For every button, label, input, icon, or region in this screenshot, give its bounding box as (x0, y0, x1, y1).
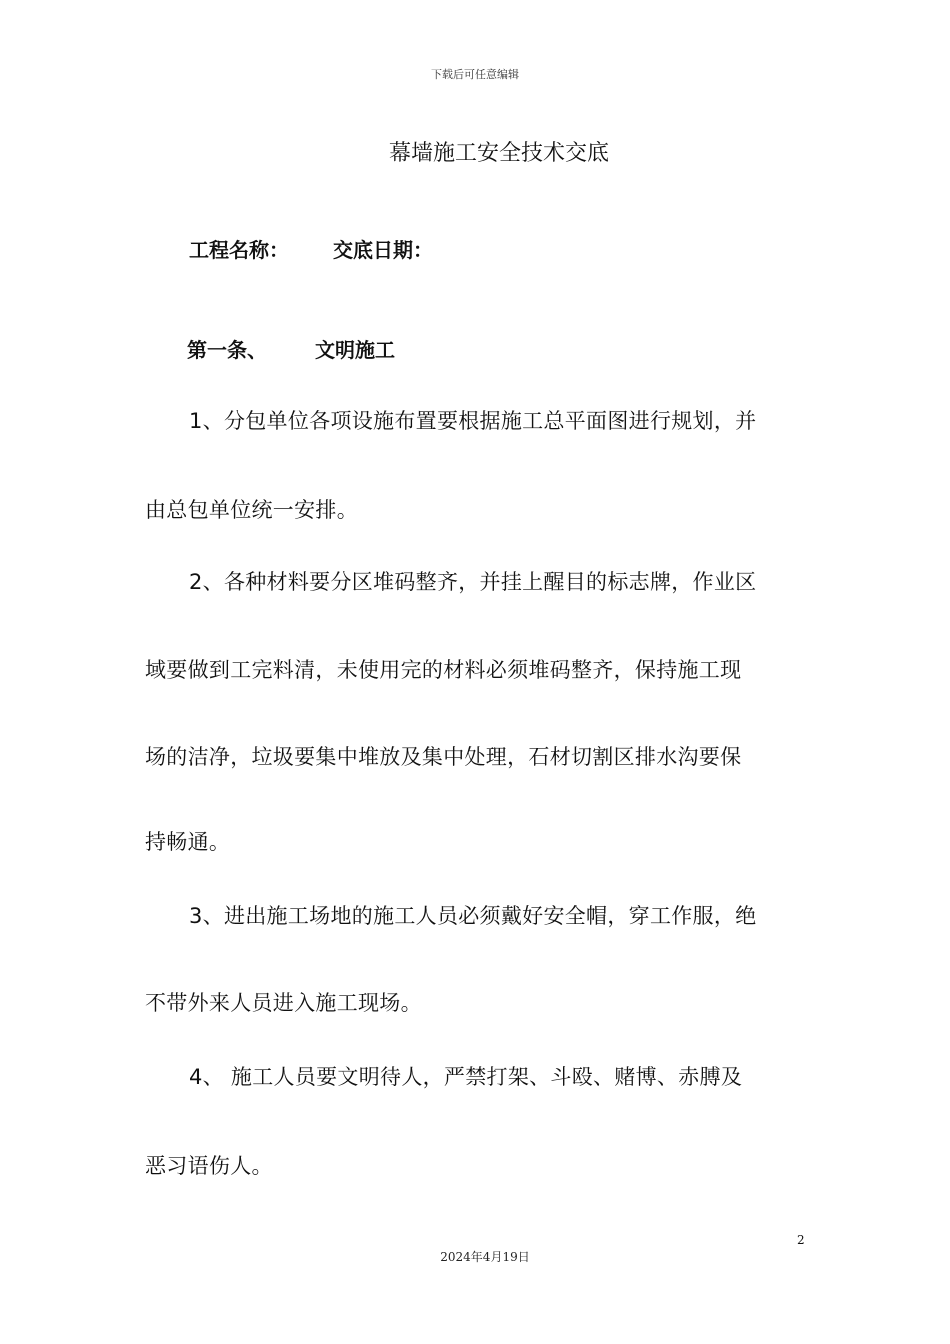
page-number: 2 (797, 1233, 805, 1247)
paragraph-line: 由总包单位统一安排。 (145, 498, 358, 522)
meta-row (189, 234, 433, 263)
project-name-label: 工程名称： (189, 238, 289, 262)
section-number: 第一条、 (187, 338, 267, 362)
section-heading (187, 334, 395, 363)
paragraph-line: 恶习语伤人。 (145, 1154, 273, 1178)
paragraph-line: 不带外来人员进入施工现场。 (145, 991, 422, 1015)
paragraph-line: 3、进出施工场地的施工人员必须戴好安全帽，穿工作服，绝 (189, 904, 757, 928)
header-note: 下载后可任意编辑 (431, 68, 519, 81)
paragraph-line: 2、各种材料要分区堆码整齐，并挂上醒目的标志牌，作业区 (189, 570, 757, 594)
paragraph-line: 持畅通。 (145, 830, 231, 854)
footer-date: 2024年4月19日 (440, 1250, 530, 1264)
document-title: 幕墙施工安全技术交底 (388, 141, 609, 166)
paragraph-line: 场的洁净，垃圾要集中堆放及集中处理，石材切割区排水沟要保 (145, 745, 742, 769)
date-label: 交底日期： (333, 238, 433, 262)
section-name: 文明施工 (315, 338, 395, 362)
paragraph-line: 1、分包单位各项设施布置要根据施工总平面图进行规划，并 (189, 409, 757, 433)
paragraph-line: 域要做到工完料清，未使用完的材料必须堆码整齐，保持施工现 (145, 658, 742, 682)
paragraph-line: 4、 施工人员要文明待人，严禁打架、斗殴、赌博、赤膊及 (189, 1065, 743, 1089)
